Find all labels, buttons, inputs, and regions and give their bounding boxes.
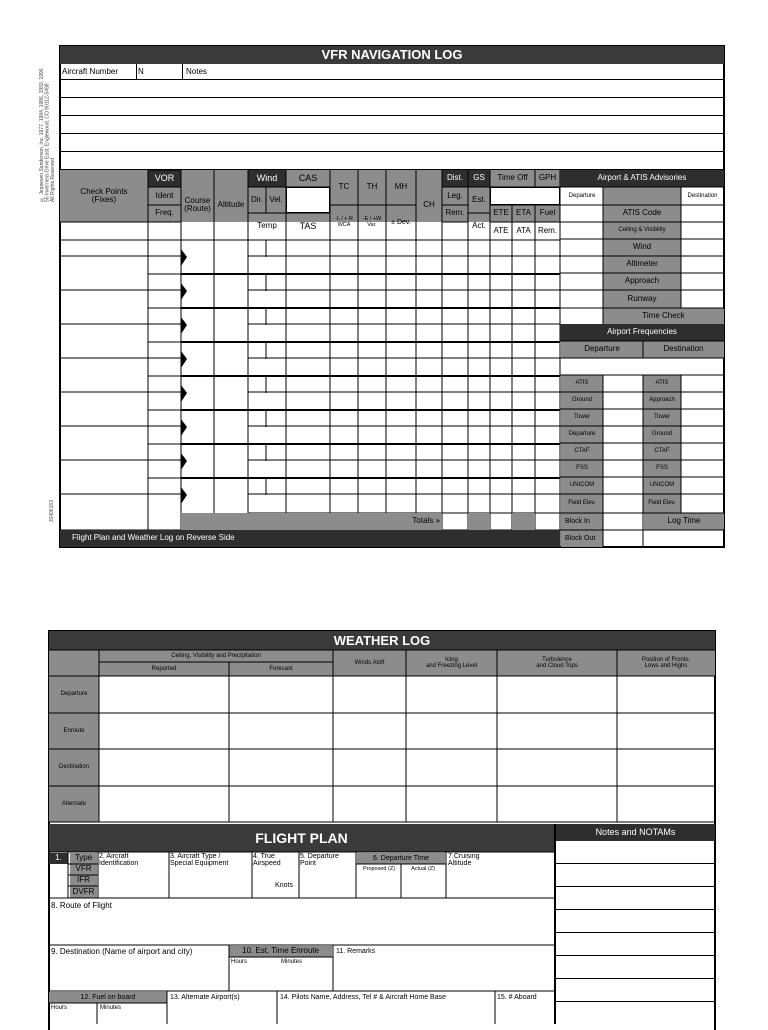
ete-header: ETE: [493, 208, 509, 218]
freq-right-label: FSS: [643, 460, 681, 477]
freq-destination: Destination: [663, 344, 704, 354]
gph-header: GPH: [538, 173, 557, 183]
weather-row-alternate: Alternate: [61, 800, 86, 807]
advisories-title: Airport & ATIS Advisories: [560, 170, 724, 187]
icing-header: Icing and Freezing Level: [425, 656, 478, 669]
flight-plan-title: FLIGHT PLAN: [49, 824, 554, 852]
est-header: Est.: [472, 194, 486, 204]
temp-header: Temp: [257, 221, 277, 231]
log-time-label: Log Time: [644, 513, 724, 530]
fp-minutes: Minutes: [281, 959, 303, 966]
notams-title: Notes and NOTAMs: [556, 824, 715, 841]
winds-aloft-header: Winds Aloft: [354, 659, 385, 666]
reported-header: Reported: [151, 665, 177, 672]
fp-knots: Knots: [275, 882, 293, 890]
var-header: -E / +W Var.: [362, 215, 382, 228]
fp-airspeed: 4. True Airspeed: [253, 853, 281, 868]
adv-row-label: Approach: [624, 276, 660, 286]
time-check-label: Time Check: [603, 308, 724, 324]
totals-label: Totals »: [412, 516, 440, 526]
freq-right-label: Approach: [643, 392, 681, 409]
fp-route[interactable]: 8. Route of Flight: [51, 900, 112, 910]
ceiling-header: Ceiling, Visibility and Precipitation: [171, 652, 261, 659]
freq-left-label: FSS: [561, 460, 603, 477]
freq-header: Freq.: [155, 208, 174, 218]
fp-vfr[interactable]: VFR: [70, 864, 97, 875]
fp-destination[interactable]: 9. Destination (Name of airport and city): [51, 946, 193, 956]
check-points-header: Check Points (Fixes): [80, 186, 128, 204]
block-in-label: Block In: [561, 513, 603, 530]
freq-left-label: Field Elev.: [561, 494, 603, 513]
form-id: JS406163: [49, 500, 55, 523]
fp-aircraft-type: 3. Aircraft Type / Special Equipment: [170, 853, 229, 868]
ata-header: ATA: [516, 225, 531, 235]
freq-title: Airport Frequencies: [560, 324, 724, 341]
freq-right-label: Tower: [643, 409, 681, 426]
aircraft-number-label: Aircraft Number: [62, 66, 119, 76]
freq-right-label: ATIS: [643, 375, 681, 392]
th-header: TH: [366, 182, 378, 192]
freq-right-label: CTAF: [643, 443, 681, 460]
freq-right-label: Ground: [643, 426, 681, 443]
fp-aboard[interactable]: 15. # Aboard: [497, 993, 537, 1001]
fp-ifr[interactable]: IFR: [70, 875, 97, 886]
block-out-label: Block Out: [561, 530, 603, 547]
adv-row-label: ATIS Code: [622, 208, 662, 218]
fp-departure-point: 5. Departure Point: [300, 853, 339, 868]
cas-header: CAS: [298, 172, 318, 183]
eta-header: ETA: [516, 208, 531, 218]
adv-departure: Departure: [561, 187, 603, 205]
fp-fuel: 12. Fuel on board: [49, 992, 167, 1003]
altitude-header: Altitude: [217, 199, 245, 209]
fp-actual: Actual (Z): [411, 866, 435, 873]
fp-proposed: Proposed (Z): [362, 866, 396, 873]
ch-header: CH: [423, 199, 435, 209]
fp-ete: 10. Est. Time Enroute: [229, 946, 332, 957]
fp-type-label: Type: [70, 853, 97, 864]
adv-row-label: Runway: [627, 293, 657, 303]
freq-right-label: UNICOM: [643, 477, 681, 494]
fronts-header: Position of Fronts, Lows and Highs: [641, 656, 691, 669]
vor-header: VOR: [148, 170, 181, 187]
fp-aircraft-id: 2. Aircraft Identification: [99, 853, 139, 868]
fuel-header: Fuel: [539, 208, 556, 218]
freq-left-label: Ground: [561, 392, 603, 409]
fp-dvfr[interactable]: DVFR: [70, 886, 97, 898]
adv-row-label: Wind: [632, 242, 652, 252]
tc-header: TC: [338, 182, 350, 192]
adv-destination: Destination: [687, 192, 718, 199]
gs-header: GS: [468, 170, 490, 187]
act-header: Act.: [472, 221, 486, 231]
weather-title: WEATHER LOG: [49, 631, 715, 650]
nav-footer-text: Flight Plan and Weather Log on Reverse Side: [72, 533, 235, 543]
n-label: N: [138, 66, 144, 76]
weather-row-enroute: Enroute: [63, 727, 85, 734]
dir-header: Dir.: [251, 194, 263, 204]
tas-header: TAS: [299, 220, 317, 231]
fp-cruising-alt: 7.Cruising Altitude: [448, 853, 480, 868]
mh-header: MH: [394, 182, 408, 192]
ident-header: Ident: [155, 190, 174, 200]
fp-alternate[interactable]: 13. Alternate Airport(s): [170, 993, 240, 1001]
freq-left-label: ATIS: [561, 375, 603, 392]
freq-departure: Departure: [584, 344, 620, 354]
freq-left-label: Departure: [561, 426, 603, 443]
wind-header: Wind: [248, 170, 286, 187]
course-header: Course (Route): [184, 195, 211, 213]
turbulence-header: Turbulence and Cloud Tops: [536, 656, 578, 669]
fp-fuel-hours: Hours: [51, 1005, 68, 1012]
forecast-header: Forecast: [269, 665, 293, 672]
freq-right-label: Field Elev.: [643, 494, 681, 513]
freq-left-label: UNICOM: [561, 477, 603, 494]
dev-header: ± Dev.: [391, 218, 411, 226]
fp-remarks[interactable]: 11. Remarks: [336, 947, 376, 955]
copyright-note: © Jeppesen Sanderson, Inc. 1977, 1984, 1986, 1993, 1996 55 Inverness Drive East, Englewood, CO 80112-5498 All Rights Reserved: [39, 68, 56, 202]
ate-header: ATE: [493, 225, 509, 235]
adv-row-label: Ceiling & Visibility: [618, 227, 666, 234]
fp-pilot[interactable]: 14. Pilots Name, Address, Tel # & Aircraft Home Base: [280, 993, 447, 1001]
weather-row-departure: Departure: [60, 691, 88, 698]
time-off-header: Time Off: [497, 173, 528, 183]
wca-header: -L / + R WCA: [335, 215, 353, 228]
leg-header: Leg.: [447, 190, 463, 200]
weather-row-destination: Destination: [58, 764, 90, 771]
fp-hours: Hours: [231, 959, 248, 966]
adv-row-label: Altimeter: [626, 259, 658, 269]
notes-label: Notes: [186, 66, 207, 76]
nav-log-title: VFR NAVIGATION LOG: [60, 46, 724, 64]
fp-departure-time: 6. Departure Time: [357, 853, 445, 864]
fp-1-label: 1.: [55, 853, 62, 863]
rem-header: Rem.: [445, 208, 465, 218]
freq-left-label: Tower: [561, 409, 603, 426]
dist-header: Dist.: [442, 170, 468, 187]
freq-left-label: CTAF: [561, 443, 603, 460]
rem2-header: Rem.: [537, 225, 558, 235]
vel-header: Vel.: [269, 194, 283, 204]
fp-fuel-minutes: Minutes: [100, 1005, 122, 1012]
